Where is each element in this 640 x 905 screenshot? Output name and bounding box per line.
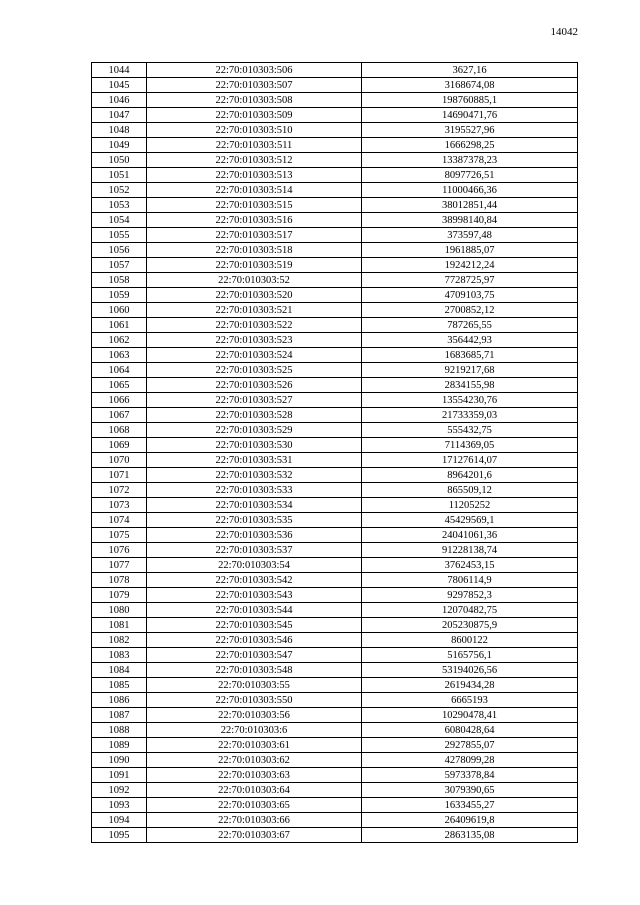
row-number-cell: 1063 (92, 348, 147, 363)
row-number-cell: 1075 (92, 528, 147, 543)
cadastral-number-cell: 22:70:010303:524 (147, 348, 362, 363)
row-number-cell: 1087 (92, 708, 147, 723)
table-row (92, 288, 578, 303)
value-cell: 5973378,84 (362, 768, 578, 783)
value-cell: 1633455,27 (362, 798, 578, 813)
cadastral-number-cell: 22:70:010303:526 (147, 378, 362, 393)
value-cell: 373597,48 (362, 228, 578, 243)
value-cell: 2619434,28 (362, 678, 578, 693)
cadastral-number-cell: 22:70:010303:544 (147, 603, 362, 618)
table-row (92, 213, 578, 228)
value-cell: 787265,55 (362, 318, 578, 333)
row-number-cell: 1091 (92, 768, 147, 783)
row-number-cell: 1046 (92, 93, 147, 108)
cadastral-number-cell: 22:70:010303:66 (147, 813, 362, 828)
value-cell: 13387378,23 (362, 153, 578, 168)
cadastral-number-cell: 22:70:010303:542 (147, 573, 362, 588)
cadastral-number-cell: 22:70:010303:520 (147, 288, 362, 303)
value-cell: 2863135,08 (362, 828, 578, 843)
row-number-cell: 1052 (92, 183, 147, 198)
value-cell: 3762453,15 (362, 558, 578, 573)
cadastral-number-cell: 22:70:010303:518 (147, 243, 362, 258)
cadastral-number-cell: 22:70:010303:533 (147, 483, 362, 498)
row-number-cell: 1064 (92, 363, 147, 378)
value-cell: 26409619,8 (362, 813, 578, 828)
cadastral-number-cell: 22:70:010303:62 (147, 753, 362, 768)
value-cell: 865509,12 (362, 483, 578, 498)
cadastral-number-cell: 22:70:010303:522 (147, 318, 362, 333)
value-cell: 3168674,08 (362, 78, 578, 93)
value-cell: 6665193 (362, 693, 578, 708)
cadastral-value-table (91, 62, 578, 843)
table-row (92, 93, 578, 108)
cadastral-number-cell: 22:70:010303:506 (147, 63, 362, 78)
value-cell: 8964201,6 (362, 468, 578, 483)
row-number-cell: 1090 (92, 753, 147, 768)
cadastral-number-cell: 22:70:010303:509 (147, 108, 362, 123)
table-row (92, 738, 578, 753)
value-cell: 38012851,44 (362, 198, 578, 213)
cadastral-number-cell: 22:70:010303:511 (147, 138, 362, 153)
table-row (92, 693, 578, 708)
cadastral-number-cell: 22:70:010303:56 (147, 708, 362, 723)
row-number-cell: 1073 (92, 498, 147, 513)
value-cell: 1961885,07 (362, 243, 578, 258)
row-number-cell: 1070 (92, 453, 147, 468)
table-row (92, 588, 578, 603)
cadastral-number-cell: 22:70:010303:6 (147, 723, 362, 738)
row-number-cell: 1049 (92, 138, 147, 153)
cadastral-number-cell: 22:70:010303:521 (147, 303, 362, 318)
table-row (92, 183, 578, 198)
cadastral-number-cell: 22:70:010303:547 (147, 648, 362, 663)
row-number-cell: 1095 (92, 828, 147, 843)
value-cell: 7114369,05 (362, 438, 578, 453)
cadastral-number-cell: 22:70:010303:514 (147, 183, 362, 198)
table-row (92, 768, 578, 783)
value-cell: 4709103,75 (362, 288, 578, 303)
cadastral-number-cell: 22:70:010303:515 (147, 198, 362, 213)
row-number-cell: 1056 (92, 243, 147, 258)
cadastral-number-cell: 22:70:010303:537 (147, 543, 362, 558)
value-cell: 24041061,36 (362, 528, 578, 543)
value-cell: 11000466,36 (362, 183, 578, 198)
table-row (92, 573, 578, 588)
row-number-cell: 1058 (92, 273, 147, 288)
value-cell: 7728725,97 (362, 273, 578, 288)
table-row (92, 108, 578, 123)
value-cell: 205230875,9 (362, 618, 578, 633)
value-cell: 1683685,71 (362, 348, 578, 363)
value-cell: 1924212,24 (362, 258, 578, 273)
table-row (92, 663, 578, 678)
cadastral-number-cell: 22:70:010303:517 (147, 228, 362, 243)
table-row (92, 513, 578, 528)
table-row (92, 423, 578, 438)
table-row (92, 453, 578, 468)
row-number-cell: 1077 (92, 558, 147, 573)
table-row (92, 378, 578, 393)
row-number-cell: 1045 (92, 78, 147, 93)
cadastral-number-cell: 22:70:010303:513 (147, 168, 362, 183)
value-cell: 21733359,03 (362, 408, 578, 423)
table-row (92, 63, 578, 78)
table-row (92, 678, 578, 693)
cadastral-number-cell: 22:70:010303:55 (147, 678, 362, 693)
row-number-cell: 1062 (92, 333, 147, 348)
cadastral-number-cell: 22:70:010303:523 (147, 333, 362, 348)
table-row (92, 303, 578, 318)
value-cell: 53194026,56 (362, 663, 578, 678)
row-number-cell: 1079 (92, 588, 147, 603)
row-number-cell: 1053 (92, 198, 147, 213)
cadastral-number-cell: 22:70:010303:546 (147, 633, 362, 648)
row-number-cell: 1084 (92, 663, 147, 678)
table-body (92, 63, 578, 843)
cadastral-number-cell: 22:70:010303:534 (147, 498, 362, 513)
value-cell: 8600122 (362, 633, 578, 648)
table-row (92, 633, 578, 648)
value-cell: 6080428,64 (362, 723, 578, 738)
table-row (92, 483, 578, 498)
cadastral-number-cell: 22:70:010303:67 (147, 828, 362, 843)
table-row (92, 558, 578, 573)
table-row (92, 333, 578, 348)
row-number-cell: 1080 (92, 603, 147, 618)
value-cell: 5165756,1 (362, 648, 578, 663)
value-cell: 2927855,07 (362, 738, 578, 753)
row-number-cell: 1094 (92, 813, 147, 828)
row-number-cell: 1078 (92, 573, 147, 588)
table-row (92, 138, 578, 153)
table-row (92, 528, 578, 543)
cadastral-number-cell: 22:70:010303:508 (147, 93, 362, 108)
value-cell: 9219217,68 (362, 363, 578, 378)
row-number-cell: 1088 (92, 723, 147, 738)
value-cell: 45429569,1 (362, 513, 578, 528)
row-number-cell: 1057 (92, 258, 147, 273)
table-row (92, 393, 578, 408)
cadastral-number-cell: 22:70:010303:516 (147, 213, 362, 228)
row-number-cell: 1065 (92, 378, 147, 393)
row-number-cell: 1085 (92, 678, 147, 693)
value-cell: 3079390,65 (362, 783, 578, 798)
row-number-cell: 1092 (92, 783, 147, 798)
value-cell: 198760885,1 (362, 93, 578, 108)
value-cell: 11205252 (362, 498, 578, 513)
cadastral-number-cell: 22:70:010303:52 (147, 273, 362, 288)
row-number-cell: 1067 (92, 408, 147, 423)
row-number-cell: 1066 (92, 393, 147, 408)
value-cell: 9297852,3 (362, 588, 578, 603)
cadastral-number-cell: 22:70:010303:543 (147, 588, 362, 603)
value-cell: 8097726,51 (362, 168, 578, 183)
table-row (92, 783, 578, 798)
row-number-cell: 1083 (92, 648, 147, 663)
row-number-cell: 1071 (92, 468, 147, 483)
table-row (92, 618, 578, 633)
value-cell: 1666298,25 (362, 138, 578, 153)
value-cell: 2834155,98 (362, 378, 578, 393)
cadastral-number-cell: 22:70:010303:532 (147, 468, 362, 483)
table-row (92, 153, 578, 168)
cadastral-number-cell: 22:70:010303:535 (147, 513, 362, 528)
value-cell: 91228138,74 (362, 543, 578, 558)
row-number-cell: 1068 (92, 423, 147, 438)
value-cell: 356442,93 (362, 333, 578, 348)
table-row (92, 498, 578, 513)
row-number-cell: 1081 (92, 618, 147, 633)
value-cell: 17127614,07 (362, 453, 578, 468)
cadastral-number-cell: 22:70:010303:531 (147, 453, 362, 468)
table-row (92, 348, 578, 363)
table-row (92, 228, 578, 243)
cadastral-number-cell: 22:70:010303:510 (147, 123, 362, 138)
cadastral-number-cell: 22:70:010303:63 (147, 768, 362, 783)
row-number-cell: 1086 (92, 693, 147, 708)
table-row (92, 708, 578, 723)
table-row (92, 243, 578, 258)
cadastral-number-cell: 22:70:010303:536 (147, 528, 362, 543)
row-number-cell: 1059 (92, 288, 147, 303)
table-row (92, 543, 578, 558)
row-number-cell: 1050 (92, 153, 147, 168)
table-row (92, 123, 578, 138)
value-cell: 10290478,41 (362, 708, 578, 723)
table-row (92, 168, 578, 183)
table-row (92, 258, 578, 273)
table-row (92, 78, 578, 93)
row-number-cell: 1089 (92, 738, 147, 753)
page-number: 14042 (550, 26, 578, 38)
value-cell: 7806114,9 (362, 573, 578, 588)
value-cell: 4278099,28 (362, 753, 578, 768)
cadastral-number-cell: 22:70:010303:64 (147, 783, 362, 798)
table-row (92, 648, 578, 663)
cadastral-number-cell: 22:70:010303:527 (147, 393, 362, 408)
table-row (92, 468, 578, 483)
table-row (92, 363, 578, 378)
table-row (92, 798, 578, 813)
row-number-cell: 1076 (92, 543, 147, 558)
table-row (92, 753, 578, 768)
row-number-cell: 1074 (92, 513, 147, 528)
row-number-cell: 1060 (92, 303, 147, 318)
cadastral-number-cell: 22:70:010303:54 (147, 558, 362, 573)
value-cell: 13554230,76 (362, 393, 578, 408)
cadastral-number-cell: 22:70:010303:65 (147, 798, 362, 813)
value-cell: 2700852,12 (362, 303, 578, 318)
cadastral-number-cell: 22:70:010303:61 (147, 738, 362, 753)
cadastral-number-cell: 22:70:010303:550 (147, 693, 362, 708)
row-number-cell: 1051 (92, 168, 147, 183)
row-number-cell: 1093 (92, 798, 147, 813)
table-row (92, 813, 578, 828)
table-row (92, 318, 578, 333)
cadastral-number-cell: 22:70:010303:525 (147, 363, 362, 378)
table-row (92, 723, 578, 738)
cadastral-number-cell: 22:70:010303:507 (147, 78, 362, 93)
cadastral-number-cell: 22:70:010303:529 (147, 423, 362, 438)
cadastral-number-cell: 22:70:010303:519 (147, 258, 362, 273)
table-row (92, 273, 578, 288)
table-row (92, 828, 578, 843)
value-cell: 3627,16 (362, 63, 578, 78)
cadastral-number-cell: 22:70:010303:530 (147, 438, 362, 453)
row-number-cell: 1072 (92, 483, 147, 498)
table-row (92, 198, 578, 213)
table-row (92, 408, 578, 423)
row-number-cell: 1044 (92, 63, 147, 78)
row-number-cell: 1055 (92, 228, 147, 243)
cadastral-number-cell: 22:70:010303:528 (147, 408, 362, 423)
row-number-cell: 1069 (92, 438, 147, 453)
row-number-cell: 1048 (92, 123, 147, 138)
row-number-cell: 1061 (92, 318, 147, 333)
table-row (92, 603, 578, 618)
value-cell: 12070482,75 (362, 603, 578, 618)
cadastral-number-cell: 22:70:010303:545 (147, 618, 362, 633)
value-cell: 3195527,96 (362, 123, 578, 138)
cadastral-number-cell: 22:70:010303:512 (147, 153, 362, 168)
row-number-cell: 1082 (92, 633, 147, 648)
table-row (92, 438, 578, 453)
row-number-cell: 1047 (92, 108, 147, 123)
value-cell: 14690471,76 (362, 108, 578, 123)
cadastral-number-cell: 22:70:010303:548 (147, 663, 362, 678)
value-cell: 555432,75 (362, 423, 578, 438)
row-number-cell: 1054 (92, 213, 147, 228)
value-cell: 38998140,84 (362, 213, 578, 228)
